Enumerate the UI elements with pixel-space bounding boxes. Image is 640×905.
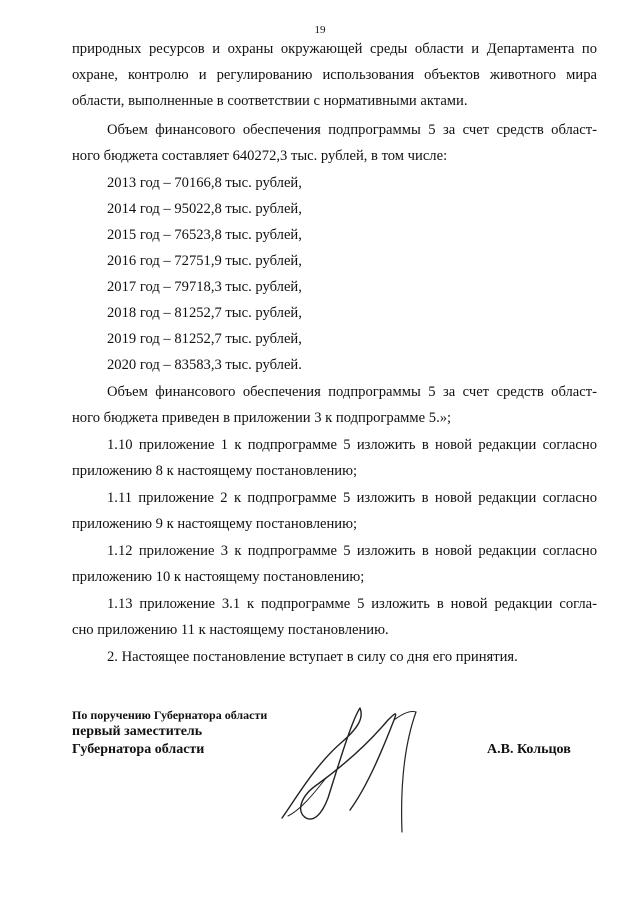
body-line: 1.10 приложение 1 к подпрограмме 5 изложить в новой редакции согласно: [107, 437, 597, 453]
signatory-mandate: По поручению Губернатора области: [72, 708, 268, 722]
body-line: Объем финансового обеспечения подпрограммы 5 за счет средств област-: [107, 384, 597, 400]
signatory-title-line1: первый заместитель: [72, 724, 203, 739]
page-number: 19: [314, 24, 326, 36]
body-line: сно приложению 11 к настоящему постановлению.: [72, 622, 389, 638]
body-line: ного бюджета составляет 640272,3 тыс. рублей, в том числе:: [72, 148, 448, 164]
funding-year-line: 2018 год – 81252,7 тыс. рублей,: [107, 305, 302, 321]
signatory-title-line2: Губернатора области: [72, 742, 205, 757]
body-line: области, выполненные в соответствии с нормативными актами.: [72, 93, 468, 109]
body-line: 1.13 приложение 3.1 к подпрограмме 5 изложить в новой редакции согла-: [107, 596, 597, 612]
body-line: 1.11 приложение 2 к подпрограмме 5 изложить в новой редакции согласно: [107, 490, 597, 506]
funding-year-line: 2019 год – 81252,7 тыс. рублей,: [107, 331, 302, 347]
funding-year-line: 2015 год – 76523,8 тыс. рублей,: [107, 227, 302, 243]
funding-year-line: 2017 год – 79718,3 тыс. рублей,: [107, 279, 302, 295]
body-line: охране, контролю и регулированию использования объектов животного мира: [72, 67, 597, 83]
body-line: 2. Настоящее постановление вступает в силу со дня его принятия.: [107, 649, 518, 665]
handwritten-signature: [270, 700, 450, 840]
body-line: 1.12 приложение 3 к подпрограмме 5 изложить в новой редакции согласно: [107, 543, 597, 559]
body-line: природных ресурсов и охраны окружающей среды области и Департамента по: [72, 41, 597, 57]
funding-year-line: 2020 год – 83583,3 тыс. рублей.: [107, 357, 302, 373]
body-line: приложению 8 к настоящему постановлению;: [72, 463, 358, 479]
signatory-name: А.В. Кольцов: [487, 742, 571, 757]
body-line: приложению 9 к настоящему постановлению;: [72, 516, 358, 532]
body-line: Объем финансового обеспечения подпрограммы 5 за счет средств област-: [107, 122, 597, 138]
funding-year-line: 2016 год – 72751,9 тыс. рублей,: [107, 253, 302, 269]
body-line: ного бюджета приведен в приложении 3 к подпрограмме 5.»;: [72, 410, 452, 426]
body-line: приложению 10 к настоящему постановлению;: [72, 569, 365, 585]
funding-year-line: 2014 год – 95022,8 тыс. рублей,: [107, 201, 302, 217]
funding-year-line: 2013 год – 70166,8 тыс. рублей,: [107, 175, 302, 191]
